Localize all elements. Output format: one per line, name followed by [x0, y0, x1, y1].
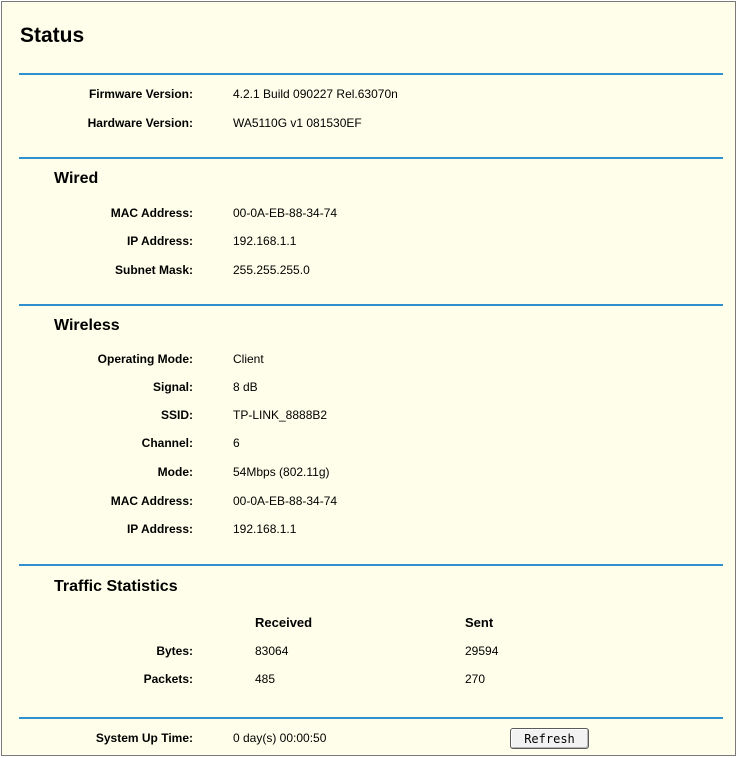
- wired-mac-label: MAC Address:: [110, 206, 193, 220]
- traffic-bytes-received: 83064: [255, 644, 289, 658]
- wireless-signal-value: 8 dB: [233, 380, 258, 394]
- wired-mac-value: 00-0A-EB-88-34-74: [233, 206, 338, 220]
- traffic-bytes-label: Bytes:: [156, 644, 193, 658]
- wireless-channel-value: 6: [233, 436, 240, 450]
- traffic-col-sent: Sent: [465, 615, 494, 630]
- wired-subnet-label: Subnet Mask:: [114, 263, 193, 277]
- divider-wired: [19, 157, 723, 159]
- divider-traffic: [19, 564, 723, 566]
- hardware-version-value: WA5110G v1 081530EF: [233, 116, 362, 130]
- wireless-signal-label: Signal:: [152, 380, 193, 394]
- wireless-ssid-value: TP-LINK_8888B2: [233, 408, 328, 422]
- wireless-ssid-label: SSID:: [160, 408, 193, 422]
- traffic-packets-sent: 270: [465, 672, 486, 686]
- divider-wireless: [19, 304, 723, 306]
- uptime-value: 0 day(s) 00:00:50: [233, 731, 327, 745]
- wired-ip-label: IP Address:: [126, 234, 193, 248]
- page-title: Status: [20, 24, 85, 47]
- firmware-version-value: 4.2.1 Build 090227 Rel.63070n: [233, 87, 398, 101]
- divider-uptime: [19, 717, 723, 719]
- firmware-version-label: Firmware Version:: [88, 87, 193, 101]
- hardware-version-label: Hardware Version:: [87, 116, 193, 130]
- traffic-packets-received: 485: [255, 672, 276, 686]
- wireless-mode-value: 54Mbps (802.11g): [233, 465, 330, 479]
- traffic-packets-label: Packets:: [143, 672, 193, 686]
- traffic-bytes-sent: 29594: [465, 644, 499, 658]
- traffic-heading: Traffic Statistics: [54, 578, 178, 595]
- wireless-ip-label: IP Address:: [126, 522, 193, 536]
- wireless-mac-label: MAC Address:: [110, 494, 193, 508]
- refresh-button[interactable]: Refresh: [510, 728, 589, 749]
- wireless-opmode-label: Operating Mode:: [97, 352, 193, 366]
- wireless-ip-value: 192.168.1.1: [233, 522, 297, 536]
- wireless-heading: Wireless: [54, 317, 120, 334]
- traffic-col-received: Received: [255, 615, 313, 630]
- wired-ip-value: 192.168.1.1: [233, 234, 297, 248]
- wired-subnet-value: 255.255.255.0: [233, 263, 310, 277]
- wireless-mode-label: Mode:: [157, 465, 193, 479]
- wireless-opmode-value: Client: [233, 352, 264, 366]
- divider-top: [19, 73, 723, 75]
- wired-heading: Wired: [54, 170, 99, 187]
- uptime-label: System Up Time:: [95, 731, 193, 745]
- wireless-channel-label: Channel:: [141, 436, 193, 450]
- wireless-mac-value: 00-0A-EB-88-34-74: [233, 494, 338, 508]
- status-panel: [1, 1, 736, 756]
